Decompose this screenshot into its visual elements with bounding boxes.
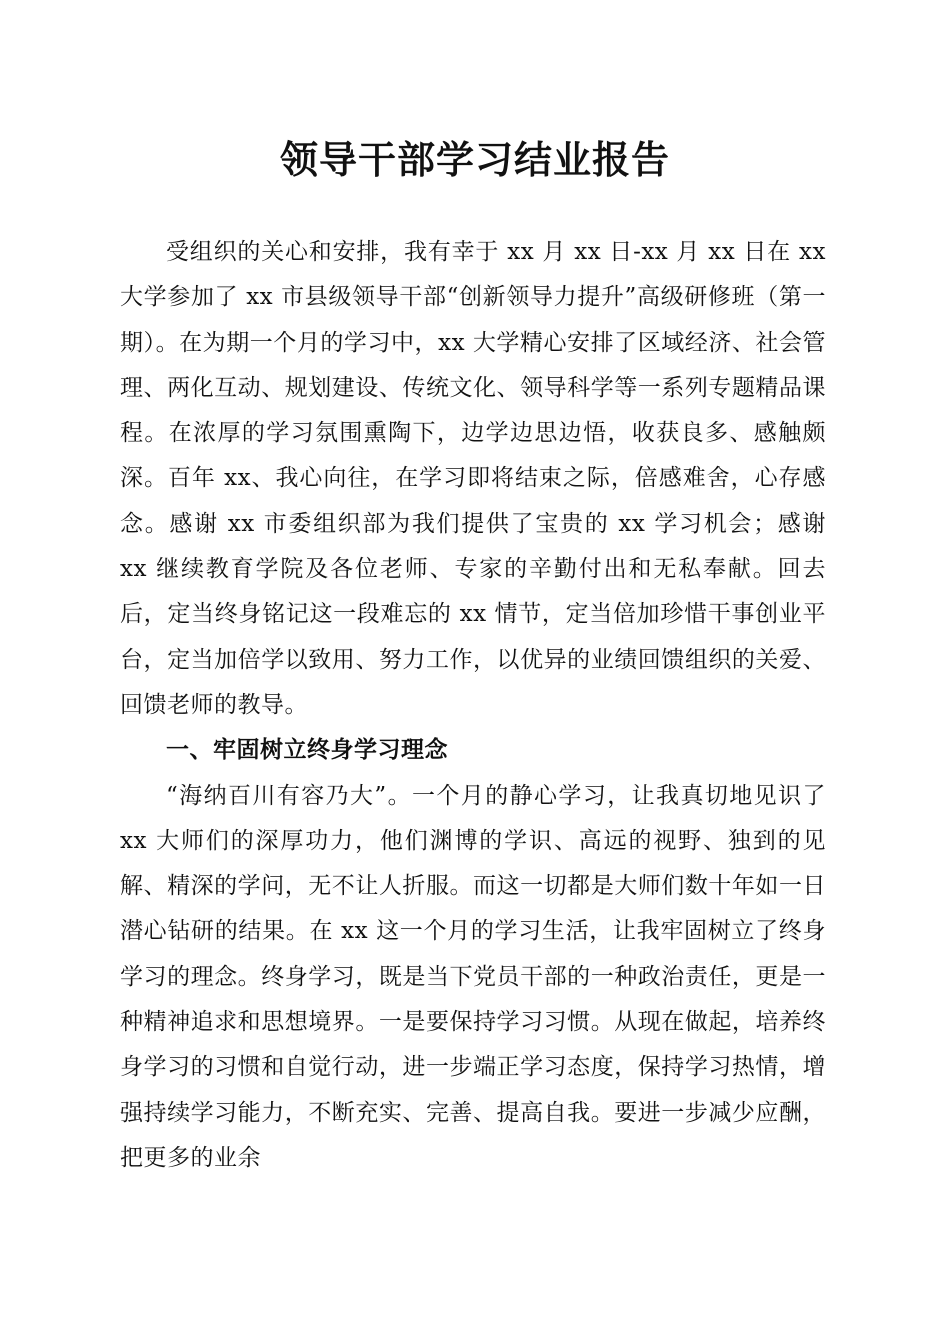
document-title: 领导干部学习结业报告 xyxy=(279,137,670,182)
intro-paragraph: 受组织的关心和安排，我有幸于 xx 月 xx 日-xx 月 xx 日在 xx 大学参加了 xx 市县级领导干部“创新领导力提升”高级研修班（第一期）。在为期一个月的学习中，xx 大学精心安排了区域经济、社会管理、两化互动、规划建设、传统文化、领导科学等一系列专题精品课程。在浓厚的学习氛围熏陶下，边学边思边悟，收获良多、感触颇深。百年 xx、我心向往，在学习即将结束之际，倍感难舍，心存感念。感谢 xx 市委组织部为我们提供了宝贵的 xx 学习机会；感谢 xx 继续教育学院及各位老师、专家的辛勤付出和无私奉献。回去后，定当终身铭记这一段难忘的 xx 情节，定当倍加珍惜干事创业平台，定当加倍学以致用、努力工作，以优异的业绩回馈组织的关爱、回馈老师的教导。 xyxy=(120,239,826,718)
document-body xyxy=(120,230,826,1181)
section-paragraph: “海纳百川有容乃大”。一个月的静心学习，让我真切地见识了 xx 大师们的深厚功力，他们渊博的学识、高远的视野、独到的见解、精深的学问，无不让人折服。而这一切都是大师们数十年如一日潜心钻研的结果。在 xx 这一个月的学习生活，让我牢固树立了终身学习的理念。终身学习，既是当下党员干部的一种政治责任，更是一种精神追求和思想境界。一是要保持学习习惯。从现在做起，培养终身学习的习惯和自觉行动，进一步端正学习态度，保持学习热情，增强持续学习能力，不断充实、完善、提高自我。要进一步减少应酬，把更多的业余 xyxy=(120,782,826,1171)
section-heading: 一、牢固树立终身学习理念 xyxy=(166,737,448,764)
